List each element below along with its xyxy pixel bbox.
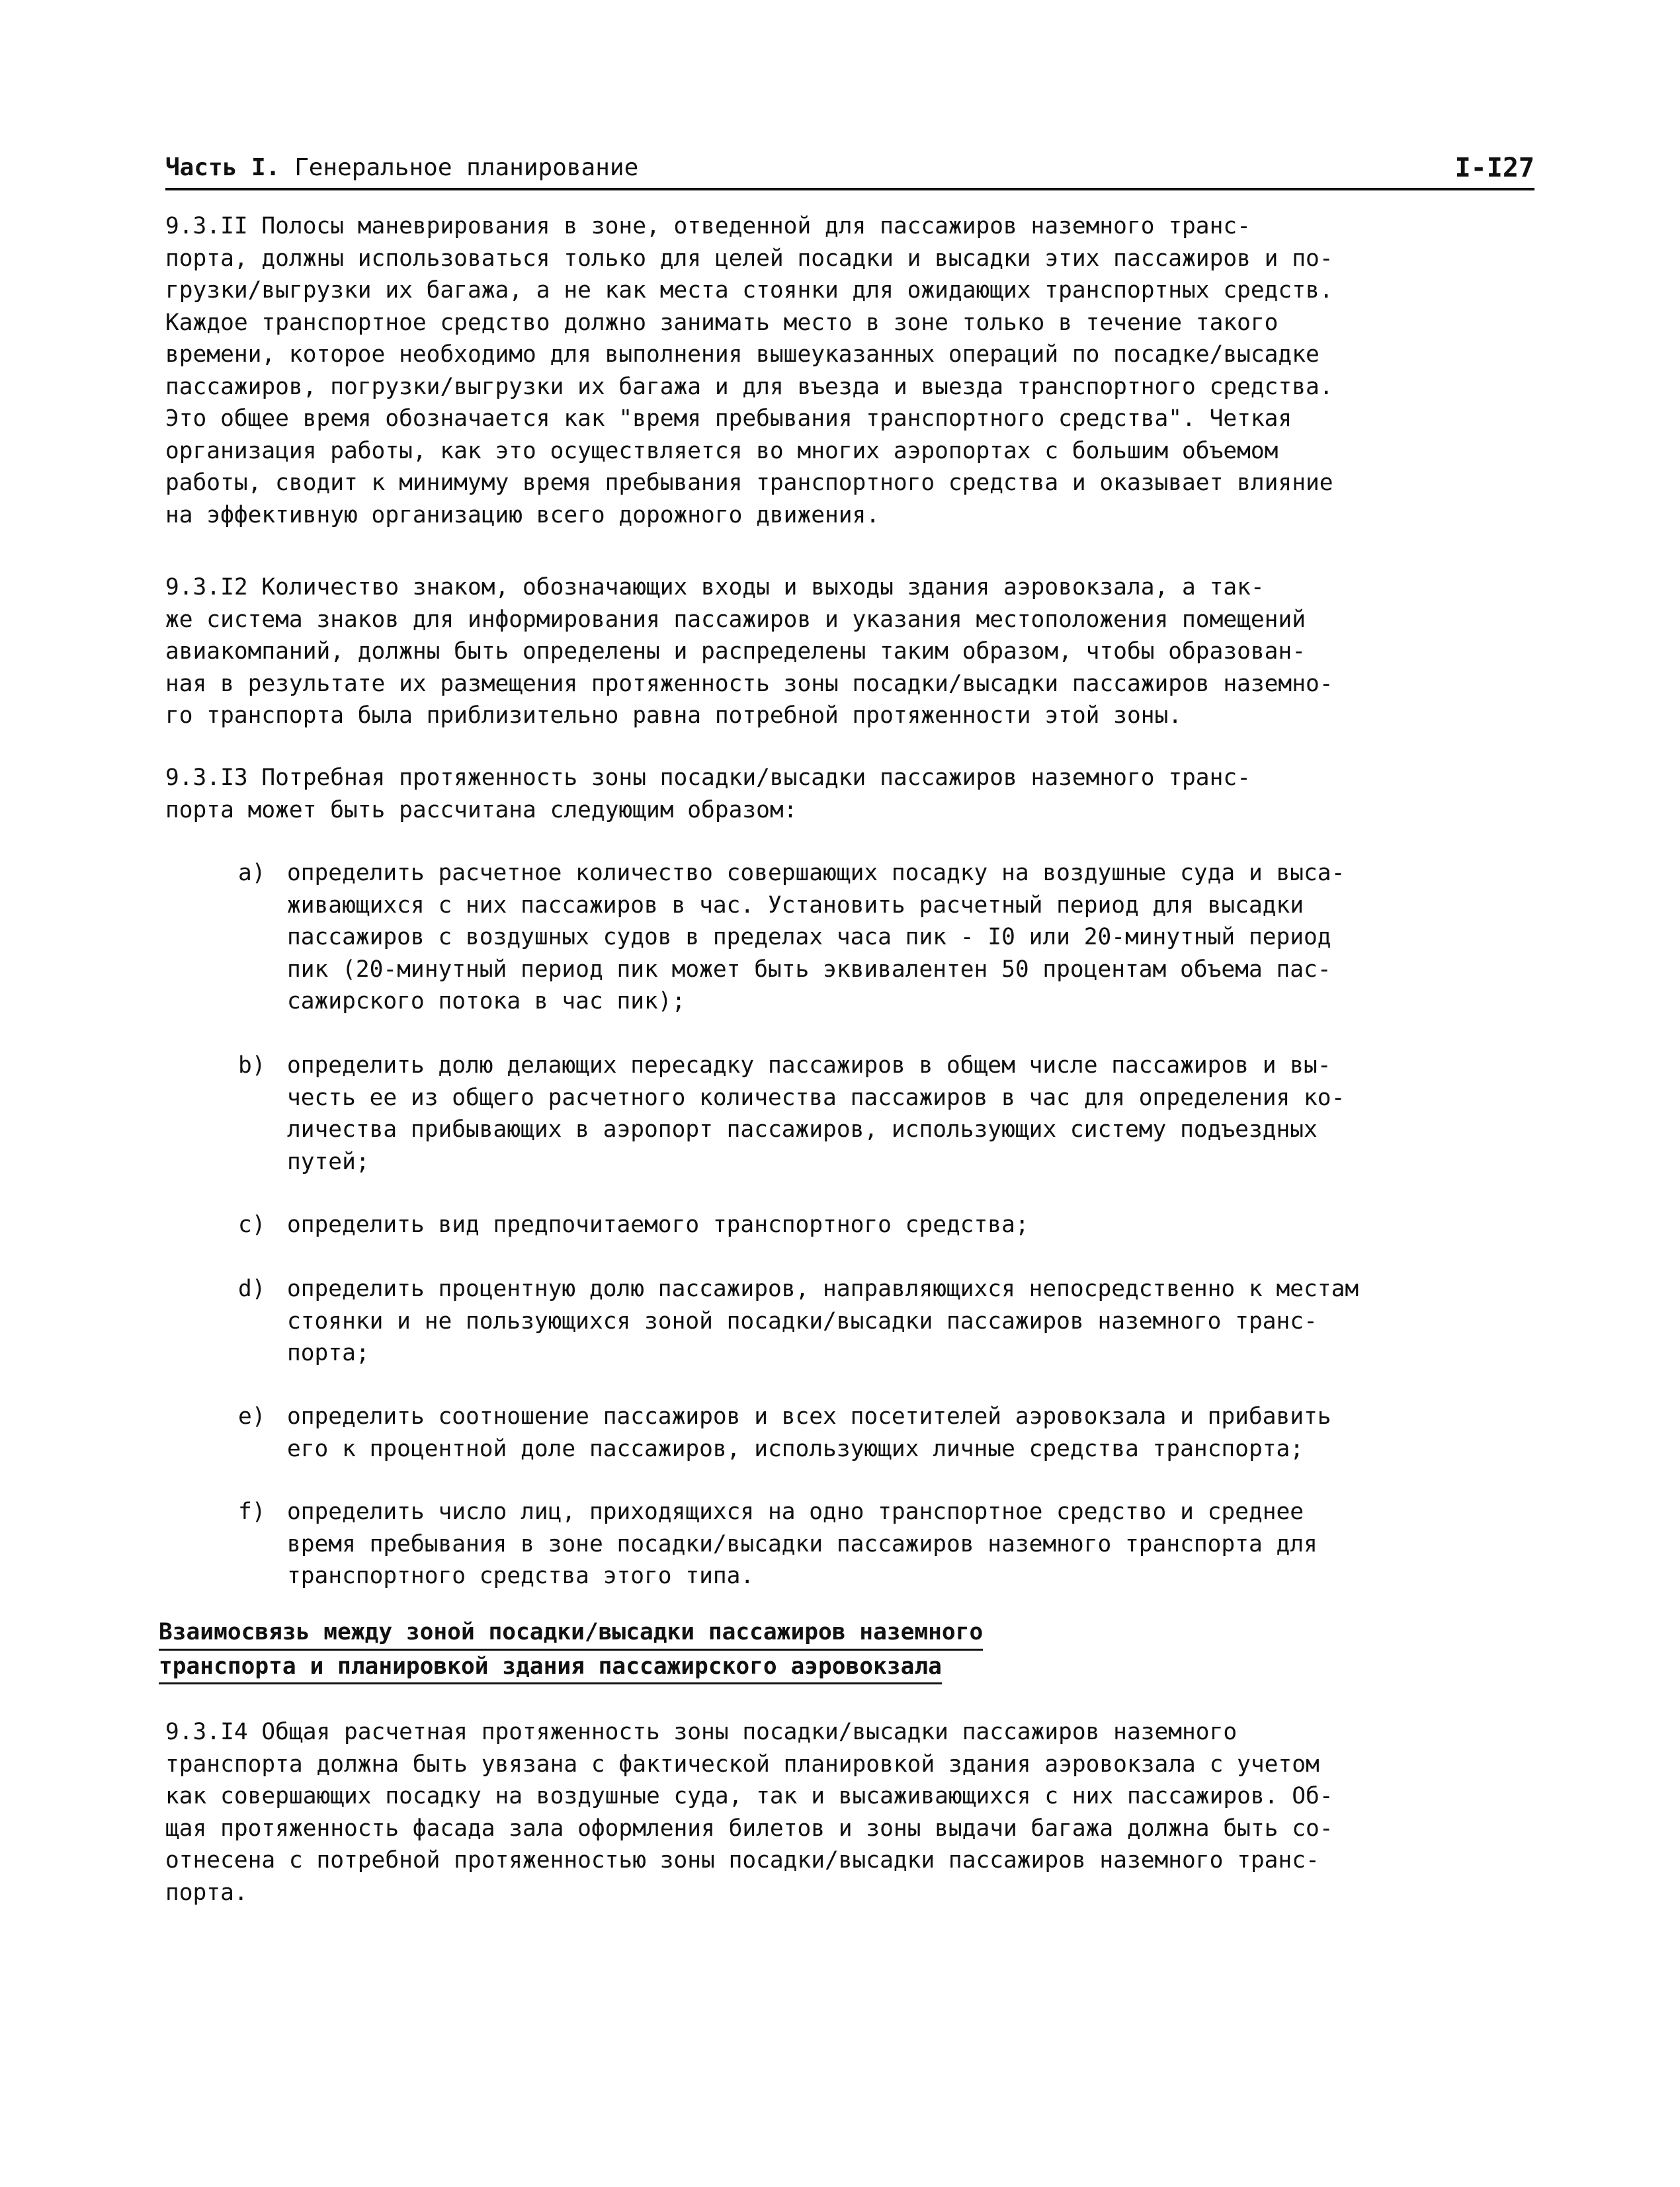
subheading-line-1: Взаимосвязь между зоной посадки/высадки пассажиров наземного: [159, 1616, 983, 1651]
paragraph-9-3-13: 9.3.I3 Потребная протяженность зоны посадки/высадки пассажиров наземного транс- порта может быть рассчитана следующим образом:: [165, 764, 1251, 823]
part-label: Часть I.: [165, 154, 280, 181]
paragraph-9-3-14: 9.3.I4 Общая расчетная протяженность зоны посадки/высадки пассажиров наземного транспорта должна быть увязана с фактической планировкой здания аэровокзала с учетом как совершающих посадку на воздушные суда, так и высаживающихся с них пассажиров. Об- щая протяженность фасада зала оформления билетов и зоны выдачи багажа должна быть со- отнесена с потребной протяженностью зоны посадки/высадки пассажиров наземного транс- порта.: [165, 1719, 1333, 1906]
list-item-text: определить процентную долю пассажиров, направляющихся непосредственно к местам стоянки и не пользующихся зоной посадки/высадки пассажиров наземного транс- порта;: [287, 1276, 1359, 1366]
list-marker: d): [238, 1276, 266, 1302]
list-marker: f): [238, 1499, 266, 1525]
list-marker: e): [238, 1403, 266, 1430]
page-number: I-I27: [1454, 153, 1534, 183]
list-item-text: определить соотношение пассажиров и всех посетителей аэровокзала и прибавить его к процентной доле пассажиров, использующих личные средства транспорта;: [287, 1403, 1331, 1462]
paragraph-9-3-11: 9.3.II Полосы маневрирования в зоне, отведенной для пассажиров наземного транс- порта, должны использоваться только для целей посадки и высадки этих пассажиров и по- грузки/выгрузки их багажа, а не как места стоянки для ожидающих транспортных средств. Каждое транспортное средство должно занимать место в зоне только в течение такого времени, которое необходимо для выполнения вышеуказанных операций по посадке/высадке пассажиров, погрузки/выгрузки их багажа и для въезда и выезда транспортного средства. Это общее время обозначается как "время пребывания транспортного средства". Четкая организация работы, как это осуществляется во многих аэропортах с большим объемом работы, сводит к минимуму время пребывания транспортного средства и оказывает влияние на эффективную организацию всего дорожного движения.: [165, 213, 1333, 528]
list-item-text: определить вид предпочитаемого транспортного средства;: [287, 1212, 1029, 1238]
paragraph-9-3-12: 9.3.I2 Количество знаком, обозначающих входы и выходы здания аэровокзала, а так- же система знаков для информирования пассажиров и указания местоположения помещений авиакомпаний, должны быть определены и распределены таким образом, чтобы образован- ная в результате их размещения протяженность зоны посадки/высадки пассажиров наземно- го транспорта была приблизительно равна потребной протяженности этой зоны.: [165, 574, 1333, 729]
subheading-line-2: транспорта и планировкой здания пассажирского аэровокзала: [159, 1651, 942, 1685]
section-title: Генеральное планирование: [294, 154, 639, 181]
section-subheading: [159, 1616, 1138, 1684]
list-item-text: определить расчетное количество совершающих посадку на воздушные суда и выса- живающихся с них пассажиров в час. Установить расчетный период для высадки пассажиров с воздушных судов в пределах часа пик - I0 или 20-минутный период пик (20-минутный период пик может быть эквивалентен 50 процентам объема пас- сажирского потока в час пик);: [287, 860, 1345, 1014]
list-item-text: определить долю делающих пересадку пассажиров в общем числе пассажиров и вы- честь ее из общего расчетного количества пассажиров в час для определения ко- личества прибывающих в аэропорт пассажиров, использующих систему подъездных путей;: [287, 1052, 1345, 1175]
list-marker: b): [238, 1052, 266, 1079]
list-marker: c): [238, 1212, 266, 1238]
list-item-text: определить число лиц, приходящихся на одно транспортное средство и среднее время пребывания в зоне посадки/высадки пассажиров наземного транспорта для транспортного средства этого типа.: [287, 1499, 1318, 1589]
list-marker: a): [238, 860, 266, 886]
